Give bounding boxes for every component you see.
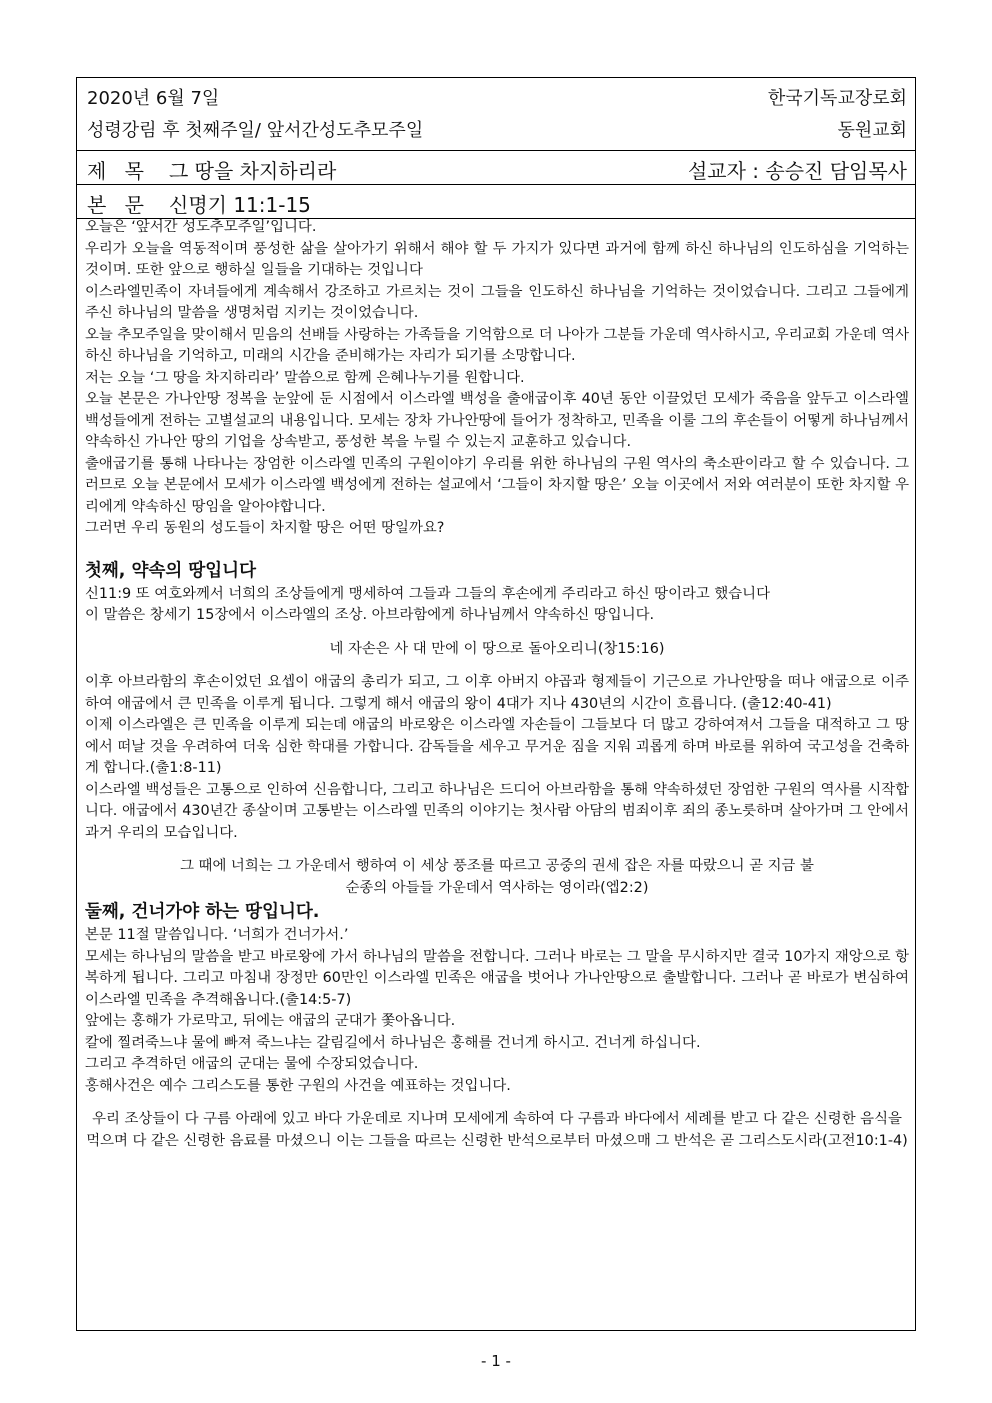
- paragraph: 오늘은 ‘앞서간 성도추모주일’입니다.: [85, 219, 317, 235]
- scripture-reference: 신명기 11:1-15: [169, 193, 311, 217]
- scripture-quote: 순종의 아들들 가운데서 역사하는 영이라(엡2:2): [345, 879, 649, 896]
- scripture-quote: 네 자손은 사 대 만에 이 땅으로 돌아오리니(창15:16): [329, 640, 665, 657]
- section-heading: 둘째, 건너가야 하는 땅입니다.: [85, 902, 320, 922]
- paragraph: 이스라엘민족이 자녀들에게 계속해서 강조하고 가르치는 것이 그들을 인도하신 하나님을 기억하는 것이었습니다. 그리고 그들에게 주신 하나님의 말씀을 생명처럼 지키는 것이었습니다.: [85, 283, 909, 321]
- scripture-quote: 우리 조상들이 다 구름 아래에 있고 바다 가운데로 지나며 모세에게 속하여 다 구름과 바다에서 세례를 받고 다 같은 신령한 음식을 먹으며 다 같은 신령한 음료를 마셨으니 이는 그들을 따르는 신령한 반석으로부터 마셨으매 그 반석은 곧 그리스도시라(고전10:1-4): [86, 1111, 908, 1149]
- paragraph: 저는 오늘 ‘그 땅을 차지하리라’ 말씀으로 함께 은혜나누기를 원합니다.: [85, 369, 525, 386]
- preacher: 설교자 : 송승진 담임목사: [687, 159, 907, 183]
- church-organization: 한국기독교장로회: [767, 88, 907, 109]
- paragraph: 모세는 하나님의 말씀을 받고 바로왕에 가서 하나님의 말씀을 전합니다. 그러나 바로는 그 말을 무시하지만 결국 10가지 재앙으로 항복하게 됩니다. 그리고 마침내 장정만 60만인 이스라엘 민족은 애굽을 벗어나 가나안땅으로 출발합니다. 그러나 곧 바로가 변심하여 이스라엘 민족을 추격해옵니다.(출14:5-7): [85, 948, 909, 1008]
- paragraph: 앞에는 홍해가 가로막고, 뒤에는 애굽의 군대가 쫓아옵니다.: [85, 1013, 456, 1029]
- title-label: 제 목: [87, 159, 150, 183]
- paragraph: 오늘 본문은 가나안땅 정복을 눈앞에 둔 시점에서 이스라엘 백성을 출애굽이후 40년 동안 이끌었던 모세가 죽음을 앞두고 이스라엘 백성들에게 전하는 고별설교의 내용입니다. 모세는 장차 가나안땅에 들어가 정착하고, 민족을 이룰 그의 후손들이 어떻게 하나님께서 약속하신 가나안 땅의 기업을 상속받고, 풍성한 복을 누릴 수 있는지 교훈하고 있습니다.: [85, 391, 909, 450]
- paragraph: 출애굽기를 통해 나타나는 장엄한 이스라엘 민족의 구원이야기 우리를 위한 하나님의 구원 역사의 축소판이라고 할 수 있습니다. 그러므로 오늘 본문에서 모세가 이스라엘 백성에게 전하는 설교에서 ‘그들이 차지할 땅은’ 오늘 이곳에서 저와 여러분이 또한 차지할 우리에게 약속하신 땅임을 알아야합니다.: [85, 455, 909, 515]
- sermon-title: 그 땅을 차지하리라: [169, 159, 337, 183]
- sermon-occasion: 성령강림 후 첫째주일/ 앞서간성도추모주일: [87, 120, 424, 141]
- scripture-quote: 그 때에 너희는 그 가운데서 행하여 이 세상 풍조를 따르고 공중의 권세 잡은 자를 따랐으니 곧 지금 불: [180, 858, 814, 874]
- paragraph: 이 말씀은 창세기 15장에서 이스라엘의 조상. 아브라함에게 하나님께서 약속하신 땅입니다.: [85, 607, 655, 623]
- header-scripture-row: [77, 185, 915, 219]
- paragraph: 본문 11절 말씀입니다. ‘너희가 건너가서.’: [85, 927, 349, 943]
- paragraph: 오늘 추모주일을 맞이해서 믿음의 선배들 사랑하는 가족들을 기억함으로 더 나아가 그분들 가운데 역사하시고, 우리교회 가운데 역사하신 하나님을 기억하고, 미래의 시간을 준비해가는 자리가 되기를 소망합니다.: [85, 326, 909, 364]
- scripture-label: 본 문: [87, 193, 150, 217]
- sermon-body: [85, 217, 909, 1152]
- paragraph: 이스라엘 백성들은 고통으로 인하여 신음합니다, 그리고 하나님은 드디어 아브라함을 통해 약속하셨던 장엄한 구원의 역사를 시작합니다. 애굽에서 430년간 종살이며 고통받는 이스라엘 민족의 이야기는 첫사람 아담의 범죄이후 죄의 종노릇하며 살아가며 그 안에서 과거 우리의 모습입니다.: [85, 781, 909, 841]
- header-title-row: [77, 151, 915, 185]
- header-date-row: [77, 78, 915, 151]
- page-number: - 1 -: [481, 1352, 511, 1370]
- paragraph: 이제 이스라엘은 큰 민족을 이루게 되는데 애굽의 바로왕은 이스라엘 자손들이 그들보다 더 많고 강하여져서 그들을 대적하고 그 땅에서 떠날 것을 우려하여 더욱 심한 학대를 가합니다. 감독들을 세우고 무거운 짐을 지워 괴롭게 하며 바로를 위하여 국고성을 건축하게 합니다.(출1:8-11): [85, 717, 909, 776]
- paragraph: 그리고 추격하던 애굽의 군대는 물에 수장되었습니다.: [85, 1056, 419, 1072]
- sermon-frame: [76, 77, 916, 1331]
- paragraph: 칼에 찔려죽느냐 물에 빠져 죽느냐는 갈림길에서 하나님은 홍해를 건너게 하시고. 건너게 하십니다.: [85, 1034, 701, 1051]
- paragraph: 우리가 오늘을 역동적이며 풍성한 삶을 살아가기 위해서 해야 할 두 가지가 있다면 과거에 함께 하신 하나님의 인도하심을 기억하는 것이며. 또한 앞으로 행하실 일들을 기대하는 것입니다: [85, 240, 909, 278]
- section-heading: 첫째, 약속의 땅입니다: [85, 560, 256, 581]
- paragraph: 신11:9 또 여호와께서 너희의 조상들에게 맹세하여 그들과 그들의 후손에게 주리라고 하신 땅이라고 했습니다: [85, 585, 770, 602]
- paragraph: 홍해사건은 예수 그리스도를 통한 구원의 사건을 예표하는 것입니다.: [85, 1077, 511, 1094]
- church-name: 동원교회: [837, 120, 907, 141]
- paragraph: 이후 아브라함의 후손이었던 요셉이 애굽의 총리가 되고, 그 이후 아버지 야곱과 형제들이 기근으로 가나안땅을 떠나 애굽으로 이주하여 애굽에서 큰 민족을 이루게 됩니다. 그렇게 해서 애굽의 왕이 4대가 지나 430년의 시간이 흐릅니다. (출12:40-41): [85, 674, 909, 712]
- sermon-date: 2020년 6월 7일: [87, 88, 220, 109]
- paragraph: 그러면 우리 동원의 성도들이 차지할 땅은 어떤 땅일까요?: [85, 520, 445, 536]
